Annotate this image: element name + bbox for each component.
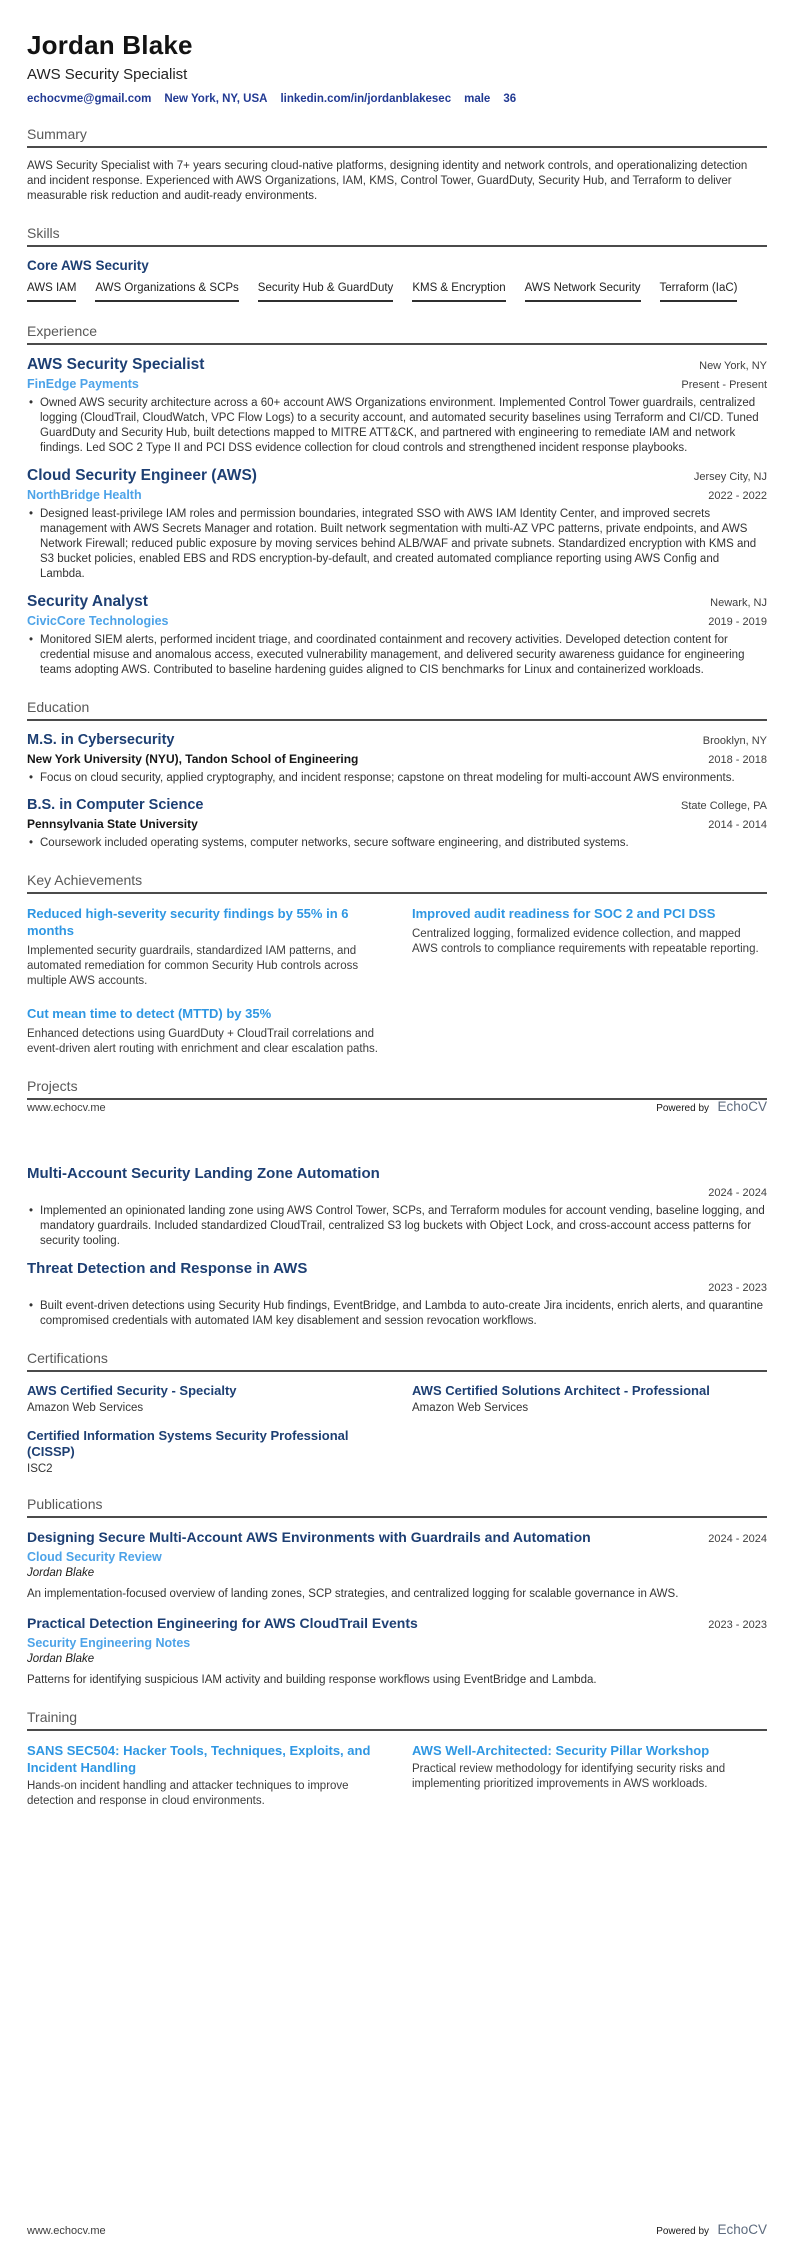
candidate-title: AWS Security Specialist <box>27 66 188 83</box>
education-bullets <box>27 836 767 851</box>
section-title-education: Education <box>27 699 90 715</box>
publication-author: Jordan Blake <box>27 1653 95 1665</box>
certification-name: AWS Certified Security - Specialty <box>27 1383 237 1398</box>
skill-item: Terraform (IaC) <box>660 282 738 302</box>
education-dates: 2018 - 2018 <box>708 754 767 766</box>
certification-item <box>412 1383 767 1414</box>
projects-entries <box>27 1165 767 1329</box>
certification-name: AWS Certified Solutions Architect - Professional <box>412 1383 710 1398</box>
job-bullet: • Owned AWS security architecture across a 60+ account AWS Organizations environment. Implemented Control Tower guardrails, centralized logging (CloudTrail, CloudWatch, VPC Flow Logs) to a security account, and automated security baselines using Terraform and CI/CD. Tuned GuardDuty and Security Hub, built detections mapped to MITRE ATT&CK, and partnered with engineering to remediate IAM and network findings. Led SOC 2 Type II and PCI DSS evidence collection for cloud controls and strengthened incident response playbooks. <box>27 396 767 456</box>
school-name: Pennsylvania State University <box>27 817 198 831</box>
echocv-brand: EchoCV <box>717 1099 767 1114</box>
skill-item: KMS & Encryption <box>412 282 505 302</box>
echocv-brand: EchoCV <box>717 2222 767 2237</box>
training-title: AWS Well-Architected: Security Pillar Workshop <box>412 1743 710 1758</box>
job-title: AWS Security Specialist <box>27 356 205 373</box>
footer-site-link[interactable]: www.echocv.me <box>27 1102 106 1114</box>
education-entry <box>27 797 767 851</box>
section-certifications <box>27 1350 767 1475</box>
school-location: Brooklyn, NY <box>702 735 767 747</box>
job-dates: 2022 - 2022 <box>708 490 767 502</box>
training-text: Hands-on incident handling and attacker techniques to improve detection and response in cloud environments. <box>27 1780 349 1807</box>
achievement-item <box>412 905 767 989</box>
section-training <box>27 1709 767 1809</box>
contact-gender: male <box>464 93 491 105</box>
achievement-title: Cut mean time to detect (MTTD) by 35% <box>27 1006 272 1021</box>
section-title-summary: Summary <box>27 126 87 142</box>
job-bullets <box>27 633 767 678</box>
project-bullets <box>27 1299 767 1329</box>
certification-item <box>27 1383 382 1414</box>
certification-issuer: ISC2 <box>27 1463 53 1475</box>
section-rule <box>27 1370 767 1372</box>
job-location: Newark, NJ <box>710 597 767 609</box>
certification-name: Certified Information Systems Security Professional (CISSP) <box>27 1428 349 1459</box>
section-publications <box>27 1496 767 1688</box>
company-name: CivicCore Technologies <box>27 614 169 628</box>
section-title-experience: Experience <box>27 323 98 339</box>
certification-item <box>27 1428 382 1475</box>
training-text: Practical review methodology for identifying security risks and implementing prioritized improvements in AWS workloads. <box>412 1763 726 1790</box>
publication-dates: 2023 - 2023 <box>708 1619 767 1631</box>
job-location: Jersey City, NJ <box>693 471 767 483</box>
experience-entry <box>27 467 767 582</box>
education-dates: 2014 - 2014 <box>708 819 767 831</box>
certification-issuer: Amazon Web Services <box>27 1402 144 1414</box>
email-link[interactable]: echocvme@gmail.com <box>27 93 152 105</box>
skill-group-title: Core AWS Security <box>27 258 149 273</box>
job-bullets <box>27 396 767 456</box>
job-title: Security Analyst <box>27 593 148 610</box>
job-dates: 2019 - 2019 <box>708 616 767 628</box>
publication-entry <box>27 1615 767 1688</box>
project-title: Multi-Account Security Landing Zone Automation <box>27 1165 380 1182</box>
project-dates: 2023 - 2023 <box>708 1282 767 1294</box>
project-bullets <box>27 1204 767 1249</box>
publication-entry <box>27 1529 767 1602</box>
publication-description: Patterns for identifying suspicious IAM activity and building response workflows using EventBridge and Lambda. <box>27 1674 597 1686</box>
section-title-training: Training <box>27 1709 78 1725</box>
publication-title: Practical Detection Engineering for AWS CloudTrail Events <box>27 1615 418 1631</box>
contact-row <box>27 93 767 105</box>
project-bullet: • Implemented an opinionated landing zone using AWS Control Tower, SCPs, and Terraform modules for account vending, baseline logging, and mandatory guardrails. Included standardized CloudTrail, centralized S3 log buckets with Object Lock, and cross-account access patterns for security tooling. <box>27 1204 767 1249</box>
skill-item: AWS Organizations & SCPs <box>95 282 238 302</box>
job-bullets <box>27 507 767 582</box>
section-summary <box>27 126 767 204</box>
publication-description: An implementation-focused overview of landing zones, SCP strategies, and centralized logging for scalable governance in AWS. <box>27 1588 679 1600</box>
education-entry <box>27 732 767 786</box>
section-rule <box>27 343 767 345</box>
contact-location: New York, NY, USA <box>164 93 268 105</box>
section-title-skills: Skills <box>27 225 60 241</box>
section-rule <box>27 245 767 247</box>
degree-title: B.S. in Computer Science <box>27 797 204 813</box>
achievement-text: Enhanced detections using GuardDuty + CloudTrail correlations and event-driven alert routing with enrichment and clear escalation paths. <box>27 1028 378 1055</box>
powered-by-label: Powered by <box>656 1103 710 1114</box>
contact-age: 36 <box>503 93 517 105</box>
footer-powered-by <box>656 2221 767 2239</box>
training-title: SANS SEC504: Hacker Tools, Techniques, Exploits, and Incident Handling <box>27 1743 371 1775</box>
skill-item: Security Hub & GuardDuty <box>258 282 394 302</box>
publication-author: Jordan Blake <box>27 1567 95 1579</box>
education-bullets <box>27 771 767 786</box>
achievement-text: Centralized logging, formalized evidence collection, and mapped AWS controls to compliance requirements with repeatable reporting. <box>412 928 759 955</box>
project-dates: 2024 - 2024 <box>708 1187 767 1199</box>
achievement-title: Reduced high-severity security findings by 55% in 6 months <box>27 906 349 938</box>
section-experience <box>27 323 767 678</box>
degree-title: M.S. in Cybersecurity <box>27 732 175 748</box>
skill-list <box>27 282 767 302</box>
linkedin-link[interactable]: linkedin.com/in/jordanblakesec <box>280 93 452 105</box>
school-name: New York University (NYU), Tandon School of Engineering <box>27 752 359 766</box>
project-title: Threat Detection and Response in AWS <box>27 1260 308 1277</box>
section-education <box>27 699 767 851</box>
publication-dates: 2024 - 2024 <box>708 1533 767 1545</box>
page-footer <box>27 2221 767 2239</box>
section-rule <box>27 146 767 148</box>
education-bullet: • Focus on cloud security, applied cryptography, and incident response; capstone on threat modeling for multi-account AWS environments. <box>27 771 767 786</box>
powered-by-label: Powered by <box>656 2226 710 2237</box>
section-key-achievements <box>27 872 767 1057</box>
section-title-publications: Publications <box>27 1496 103 1512</box>
company-name: FinEdge Payments <box>27 377 139 391</box>
project-bullet: • Built event-driven detections using Security Hub findings, EventBridge, and Lambda to auto-create Jira incidents, enrich alerts, and quarantine compromised credentials with automated IAM key disablement and session revocation workflows. <box>27 1299 767 1329</box>
achievement-item <box>27 905 382 989</box>
achievement-title: Improved audit readiness for SOC 2 and PCI DSS <box>412 906 716 921</box>
achievement-item <box>27 1005 382 1057</box>
section-title-projects: Projects <box>27 1078 78 1094</box>
section-title-achievements: Key Achievements <box>27 872 143 888</box>
certification-issuer: Amazon Web Services <box>412 1402 529 1414</box>
publication-venue: Security Engineering Notes <box>27 1636 191 1650</box>
project-entry <box>27 1165 767 1249</box>
job-title: Cloud Security Engineer (AWS) <box>27 467 257 484</box>
page-footer <box>27 1098 767 1116</box>
section-rule <box>27 719 767 721</box>
section-rule <box>27 1516 767 1518</box>
footer-powered-by <box>656 1098 767 1116</box>
publication-venue: Cloud Security Review <box>27 1550 162 1564</box>
training-item <box>27 1742 382 1809</box>
company-name: NorthBridge Health <box>27 488 142 502</box>
summary-text: AWS Security Specialist with 7+ years securing cloud-native platforms, designing identity and network controls, and operationalizing detection and incident response. Experienced with AWS Organizations, IAM, KMS, Control Tower, GuardDuty, Security Hub, and Terraform to deliver measurable risk reduction and audit-ready environments. <box>27 160 748 202</box>
experience-entry <box>27 356 767 456</box>
publication-title: Designing Secure Multi-Account AWS Environments with Guardrails and Automation <box>27 1529 591 1545</box>
section-rule <box>27 1729 767 1731</box>
project-entry <box>27 1260 767 1329</box>
footer-site-link[interactable]: www.echocv.me <box>27 2225 106 2237</box>
resume-header <box>27 0 767 105</box>
section-skills <box>27 225 767 302</box>
job-bullet: • Monitored SIEM alerts, performed incident triage, and coordinated containment and recovery activities. Developed detection content for credential misuse and anomalous access, executed vulnerability management, and delivered security awareness guidance for engineering teams adopting AWS. Contributed to baseline hardening guides aligned to CIS benchmarks for Linux and containerized workloads. <box>27 633 767 678</box>
job-dates: Present - Present <box>681 379 767 391</box>
job-bullet: • Designed least-privilege IAM roles and permission boundaries, integrated SSO with AWS IAM Identity Center, and improved secrets management with AWS Secrets Manager and rotation. Built network segmentation with multi-AZ VPC patterns, private endpoints, and AWS Network Firewall; reduced public exposure by moving services behind ALB/WAF and private subnets. Standardized encryption with KMS and S3 bucket policies, enabled EBS and RDS encryption-by-default, and created automated compliance reporting using AWS Config and Lambda. <box>27 507 767 582</box>
candidate-name: Jordan Blake <box>27 30 193 60</box>
skill-item: AWS Network Security <box>525 282 641 302</box>
school-location: State College, PA <box>680 800 767 812</box>
resume-page-2 <box>0 1123 794 2246</box>
training-item <box>412 1742 767 1809</box>
achievement-text: Implemented security guardrails, standardized IAM patterns, and automated remediation for common Security Hub controls across multiple AWS accounts. <box>27 945 359 987</box>
education-bullet: • Coursework included operating systems, computer networks, secure software engineering, and distributed systems. <box>27 836 767 851</box>
skill-item: AWS IAM <box>27 282 76 302</box>
section-rule <box>27 892 767 894</box>
section-projects <box>27 1078 767 1100</box>
job-location: New York, NY <box>699 360 767 372</box>
experience-entry <box>27 593 767 678</box>
section-title-certifications: Certifications <box>27 1350 108 1366</box>
